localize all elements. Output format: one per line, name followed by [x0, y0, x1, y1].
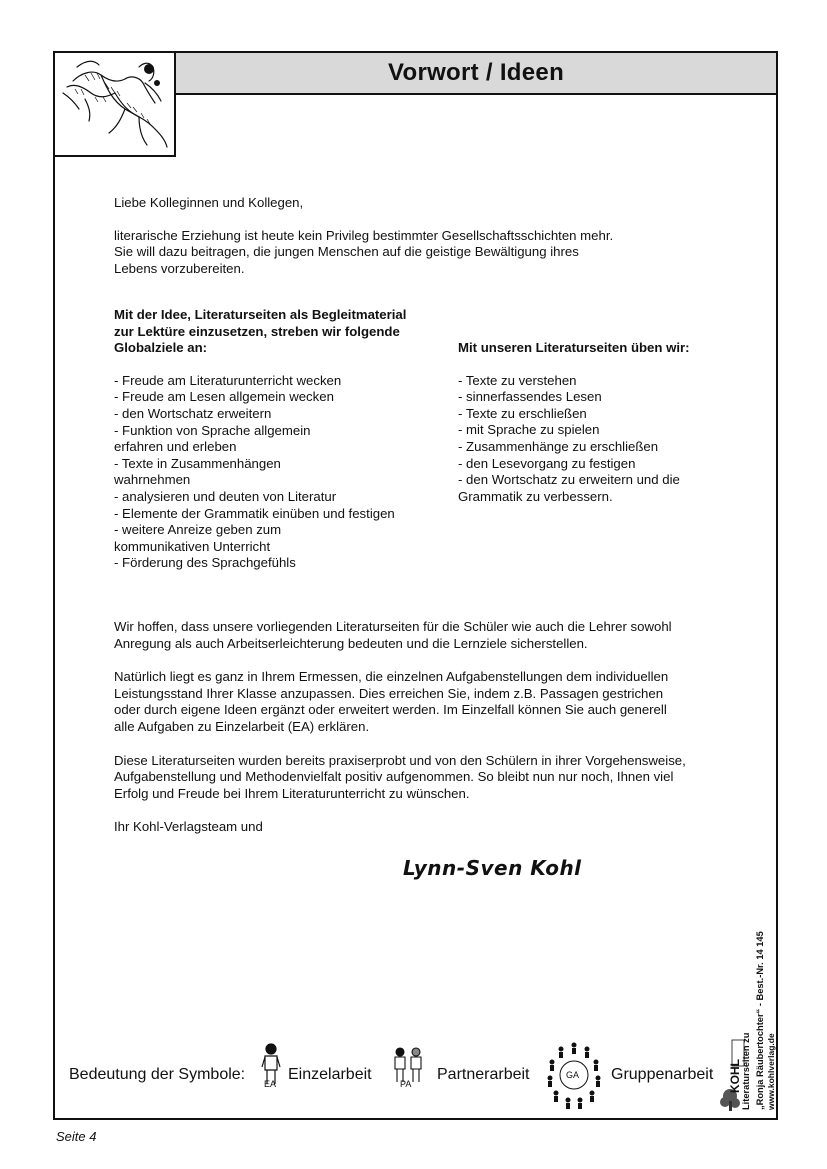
paragraph: [114, 619, 754, 652]
list-item: - Texte in Zusammenhängen: [114, 455, 281, 471]
paragraph-line: Wir hoffen, dass unsere vorliegenden Literaturseiten für die Schüler wie auch die Lehrer sowohl: [114, 619, 672, 634]
list-item: wahrnehmen: [114, 472, 191, 488]
ea-text: Einzelarbeit: [288, 1066, 372, 1083]
publisher-url: www.kohlverlag.de: [766, 1033, 776, 1110]
body-paragraphs: [114, 619, 754, 836]
signature: Lynn-Sven Kohl: [403, 856, 582, 880]
paragraph-line: Natürlich liegt es ganz in Ihrem Ermessen, die einzelnen Aufgabenstellungen dem individuellen: [114, 669, 669, 685]
paragraph-line: Leistungsstand Ihrer Klasse anzupassen. Dies erreichen Sie, indem z.B. Passagen gestrichen: [114, 685, 664, 701]
kohl-logo-text: KOHL: [728, 1059, 742, 1093]
list-item: - den Wortschatz erweitern: [114, 405, 272, 421]
list-item: - Freude am Literaturunterricht wecken: [114, 372, 342, 388]
list-item: - Freude am Lesen allgemein wecken: [114, 389, 334, 405]
list-item: - Zusammenhänge zu erschließen: [458, 438, 659, 454]
list-item: - sinnerfassendes Lesen: [458, 389, 602, 405]
list-item: erfahren und erleben: [114, 439, 237, 455]
list-item: kommunikativen Unterricht: [114, 538, 271, 554]
list-item: - Förderung des Sprachgefühls: [114, 555, 296, 571]
pa-tag: PA: [400, 1079, 412, 1089]
intro-block: [114, 195, 613, 277]
left-heading-line: zur Lektüre einzusetzen, streben wir folgende: [114, 323, 400, 339]
intro-line: literarische Erziehung ist heute kein Privileg bestimmter Gesellschaftsschichten mehr.: [114, 227, 614, 243]
intro-line: Lebens vorzubereiten.: [114, 260, 245, 276]
left-column: [114, 307, 444, 572]
paragraph-line: Aufgabenstellung und Methodenvielfalt positiv aufgenommen. So bleibt nun nur noch, Ihnen viel: [114, 769, 674, 785]
right-heading: Mit unseren Literaturseiten üben wir:: [458, 340, 690, 355]
pa-text: Partnerarbeit: [437, 1066, 530, 1083]
practice-list: [458, 373, 758, 506]
jumping-animal-illustration: [55, 53, 174, 155]
greeting: Liebe Kolleginnen und Kollegen,: [114, 195, 304, 210]
paragraph-line: Erfolg und Freude bei Ihrem Literaturunterricht zu wünschen.: [114, 785, 470, 801]
list-item: Grammatik zu verbessern.: [458, 488, 613, 504]
right-column: [458, 340, 758, 505]
sidebar-line-2: „Ronja Räubertochter“ - Best.-Nr. 14 145: [755, 931, 765, 1110]
list-item: - analysieren und deuten von Literatur: [114, 488, 337, 504]
closing: Ihr Kohl-Verlagsteam und: [114, 819, 263, 835]
list-item: - weitere Anreize geben zum: [114, 522, 282, 538]
page-title: Vorwort / Ideen: [387, 59, 565, 86]
paragraph: [114, 669, 754, 735]
goals-list: [114, 373, 444, 572]
legend-label: Bedeutung der Symbole:: [69, 1066, 246, 1083]
list-item: - den Lesevorgang zu festigen: [458, 455, 636, 471]
list-item: - mit Sprache zu spielen: [458, 422, 600, 438]
list-item: - Texte zu verstehen: [458, 372, 577, 388]
list-item: - Texte zu erschließen: [458, 405, 587, 421]
paragraph-line: Diese Literaturseiten wurden bereits praxiserprobt und von den Schülern in ihrer Vorgehensweise,: [114, 752, 686, 768]
list-item: - Funktion von Sprache allgemein: [114, 422, 311, 438]
ga-text: Gruppenarbeit: [611, 1066, 714, 1083]
paragraph-line: oder durch eigene Ideen ergänzt oder erweitert werden. Im Einzelfall können Sie auch generell: [114, 702, 667, 718]
page-number: Seite 4: [56, 1129, 97, 1144]
sidebar-line-1: Literaturseiten zu: [741, 1032, 751, 1110]
paragraph-line: alle Aufgaben zu Einzelarbeit (EA) erklären.: [114, 718, 370, 734]
left-heading-line: Mit der Idee, Literaturseiten als Begleitmaterial: [114, 307, 407, 322]
paragraph-line: Anregung als auch Arbeitserleichterung bedeuten und die Lernziele sicherstellen.: [114, 635, 588, 651]
ea-tag: EA: [264, 1079, 277, 1089]
title-bar: [174, 51, 778, 95]
ga-tag: GA: [566, 1070, 580, 1080]
left-heading-line: Globalziele an:: [114, 340, 208, 356]
paragraph: [114, 753, 754, 803]
list-item: - Elemente der Grammatik einüben und festigen: [114, 505, 395, 521]
intro-line: Sie will dazu beitragen, die jungen Menschen auf die geistige Bewältigung ihres: [114, 244, 579, 260]
illustration-box: [53, 51, 176, 157]
list-item: - den Wortschatz zu erweitern und die: [458, 472, 680, 488]
